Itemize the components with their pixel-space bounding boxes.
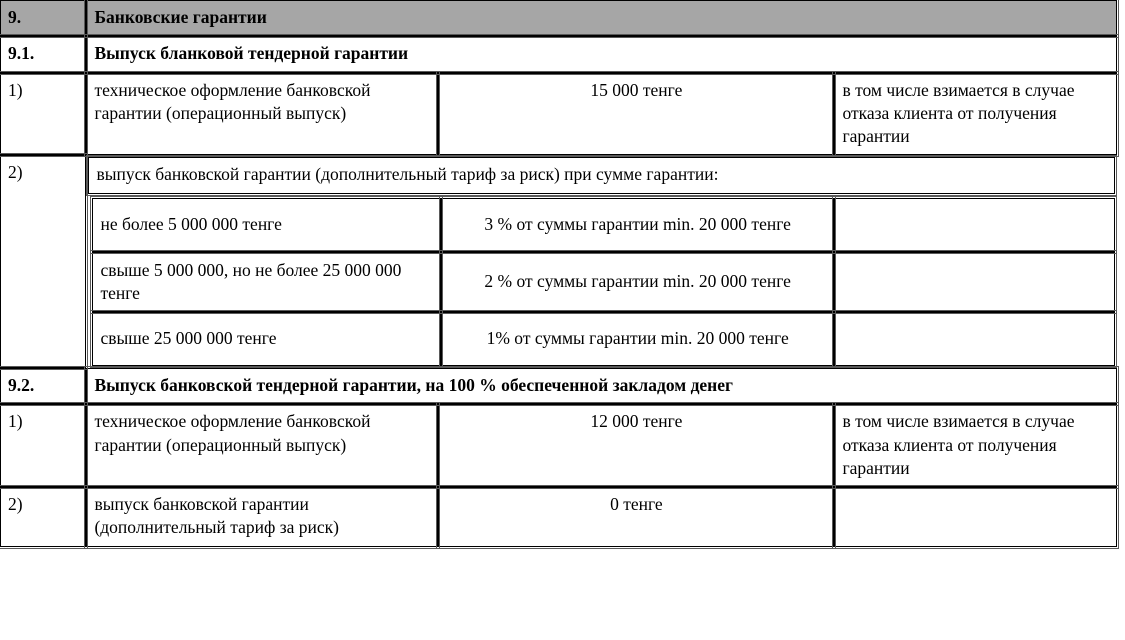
tiered-pricing-block <box>86 155 1117 368</box>
item-price: 0 тенге <box>438 487 834 547</box>
tier-range: свыше 25 000 000 тенге <box>92 312 441 366</box>
table-row-tier <box>92 252 1115 313</box>
subsection-91-number: 9.1. <box>0 36 86 72</box>
tier-range: свыше 5 000 000, но не более 25 000 000 тенге <box>92 252 441 313</box>
item-note <box>834 487 1117 547</box>
table-row-tier <box>92 312 1115 366</box>
item-description: техническое оформление банковской гарантии (операционный выпуск) <box>86 73 438 156</box>
item-number: 2) <box>0 487 86 547</box>
tier-note <box>834 198 1115 252</box>
table-row-91-item2 <box>0 155 1117 368</box>
item-price: 15 000 тенге <box>438 73 834 156</box>
tier-note <box>834 312 1115 366</box>
table-row-tier <box>92 198 1115 252</box>
table-row-92-item1 <box>0 404 1117 487</box>
subsection-91-title: Выпуск бланковой тендерной гарантии <box>86 36 1117 72</box>
item-description: техническое оформление банковской гарантии (операционный выпуск) <box>86 404 438 487</box>
subsection-92-title: Выпуск банковской тендерной гарантии, на 100 % обеспеченной закладом денег <box>86 368 1117 404</box>
item-note: в том числе взимается в случае отказа клиента от получения гарантии <box>834 73 1117 156</box>
tiered-pricing-header: выпуск банковской гарантии (дополнительный тариф за риск) при сумме гарантии: <box>88 157 1115 193</box>
tier-price: 2 % от суммы гарантии min. 20 000 тенге <box>441 252 834 313</box>
item-number: 1) <box>0 404 86 487</box>
table-row-section-header <box>0 0 1117 36</box>
item-number: 2) <box>0 155 86 368</box>
section-title: Банковские гарантии <box>86 0 1117 36</box>
item-description: выпуск банковской гарантии (дополнительный тариф за риск) <box>86 487 438 547</box>
section-number: 9. <box>0 0 86 36</box>
tier-range: не более 5 000 000 тенге <box>92 198 441 252</box>
table-row-92-item2 <box>0 487 1117 547</box>
tier-note <box>834 252 1115 313</box>
item-number: 1) <box>0 73 86 156</box>
table-row-subsection-91 <box>0 36 1117 72</box>
subsection-92-number: 9.2. <box>0 368 86 404</box>
table-row-subsection-92 <box>0 368 1117 404</box>
tier-price: 1% от суммы гарантии min. 20 000 тенге <box>441 312 834 366</box>
table-row-91-item1 <box>0 73 1117 156</box>
item-price: 12 000 тенге <box>438 404 834 487</box>
tiered-pricing-table <box>92 198 1115 367</box>
item-note: в том числе взимается в случае отказа клиента от получения гарантии <box>834 404 1117 487</box>
tier-price: 3 % от суммы гарантии min. 20 000 тенге <box>441 198 834 252</box>
